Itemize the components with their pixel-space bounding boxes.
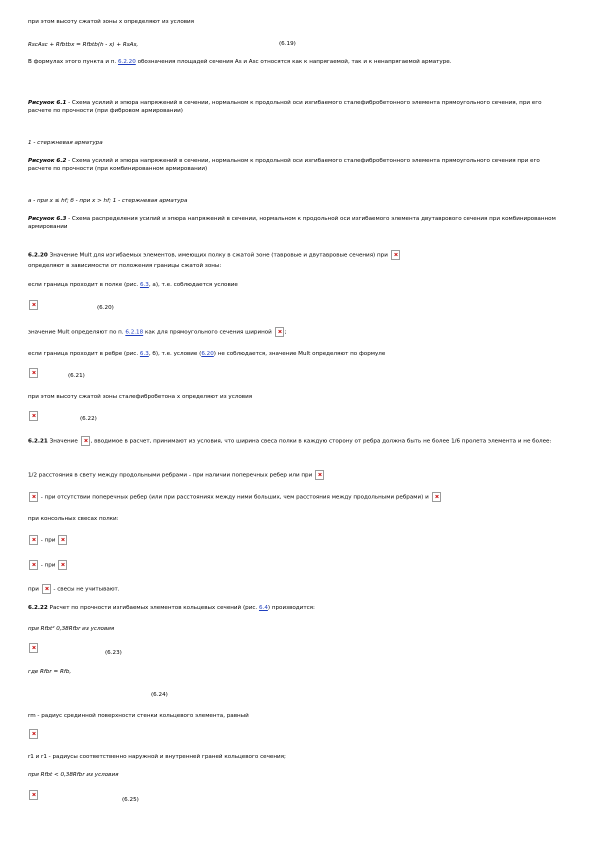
- caption-label: Рисунок 6.3: [28, 216, 67, 222]
- equation-number: (6.20): [97, 305, 114, 311]
- text-span: , а), т.е. соблюдается условие: [148, 282, 238, 288]
- link-6-20[interactable]: 6.20: [201, 351, 214, 357]
- section-number: 6.2.20: [28, 252, 48, 259]
- broken-image-icon: [391, 250, 400, 260]
- caption-text: - Схема усилий и эпюра напряжений в сечении, нормальном к продольной оси изгибаемого сталефибробетонного элемента прямоугольного сечения при его расчете по прочности (при комбинированном армировании): [28, 158, 540, 172]
- text-line: [28, 584, 120, 594]
- link-fig-6-4[interactable]: 6.4: [258, 605, 268, 611]
- broken-image-icon: [29, 643, 38, 653]
- broken-image-icon: [29, 492, 38, 502]
- text-line: r1 и r1 - радиусы соответственно наружной и внутренней граней кольцевого сечения;: [28, 754, 286, 760]
- formula-6-25: [28, 790, 39, 800]
- text-span: если граница проходит в ребре (рис.: [28, 351, 139, 357]
- formula-rm: [28, 729, 39, 739]
- text-span: - свесы не учитывают.: [53, 586, 120, 593]
- text-span: 1/2 расстояния в свету между продольными ребрами - при наличии поперечных ребер или при: [28, 472, 313, 479]
- formula-6-20: [28, 300, 39, 310]
- broken-image-icon: [315, 470, 324, 480]
- text-span: как для прямоугольного сечения шириной: [144, 329, 272, 336]
- caption-label: Рисунок 6.2: [28, 158, 67, 164]
- broken-image-icon: [81, 436, 90, 446]
- text-span: значение Mult определяют по п.: [28, 329, 124, 336]
- broken-image-icon: [275, 327, 284, 337]
- text-line: [28, 281, 238, 289]
- caption-text: - Схема усилий и эпюра напряжений в сечении, нормальном к продольной оси изгибаемого сталефибробетонного элемента прямоугольного сечения, при его расчете по прочности (при фибровом армировании): [28, 100, 542, 114]
- text-span: ) производится:: [267, 605, 315, 611]
- text-line: [28, 350, 385, 358]
- equation-number: (6.25): [122, 797, 139, 803]
- text-line: [28, 560, 68, 570]
- broken-image-icon: [29, 729, 38, 739]
- formula-6-22: [28, 411, 39, 421]
- text-span: , б), т.е. условие (: [148, 351, 202, 357]
- link-fig-6-3[interactable]: 6.3: [139, 351, 149, 357]
- equation-number: (6.22): [80, 416, 97, 422]
- equation-number: (6.23): [105, 650, 122, 656]
- equation-number: (6.24): [151, 692, 168, 698]
- broken-image-icon: [29, 300, 38, 310]
- section-6-2-20: [28, 250, 401, 260]
- formula-6-21: [28, 368, 39, 378]
- text-line: rm - радиус срединной поверхности стенки кольцевого элемента, равный: [28, 713, 249, 719]
- text-line: [28, 470, 325, 480]
- text-span: В формулах этого пункта и п.: [28, 59, 117, 65]
- figure-caption-6-2: [28, 157, 558, 173]
- text-line: при Rfbt² 0,38Rfbr из условия: [28, 626, 115, 632]
- broken-image-icon: [42, 584, 51, 594]
- text-span: Значение Mult для изгибаемых элементов, имеющих полку в сжатой зоне (тавровые и двутавровые сечения) при: [47, 252, 388, 259]
- equation-6-19: RscAsc + Rfbtbx = Rfbtb(h - x) + RsAs,: [28, 42, 139, 48]
- text-line: определяют в зависимости от положения границы сжатой зоны:: [28, 263, 222, 269]
- formula-6-23: [28, 643, 39, 653]
- text-line: при этом высоту сжатой зоны сталефибробетона x определяют из условия: [28, 394, 253, 400]
- broken-image-icon: [29, 535, 38, 545]
- broken-image-icon: [29, 368, 38, 378]
- broken-image-icon: [58, 560, 67, 570]
- link-6-2-18[interactable]: 6.2.18: [125, 329, 144, 336]
- caption-label: Рисунок 6.1: [28, 100, 67, 106]
- figure-legend: 1 - стержневая арматура: [28, 140, 103, 146]
- text-line: при этом высоту сжатой зоны x определяют из условия: [28, 19, 195, 25]
- text-line: при консольных свесах полки:: [28, 516, 119, 522]
- text-line: значение Mult определяют по п. 6.2.18 как для прямоугольного сечения шириной ;: [28, 327, 287, 337]
- broken-image-icon: [432, 492, 441, 502]
- figure-legend: а - при x ≤ hf; б - при x > hf; 1 - стержневая арматура: [28, 198, 188, 204]
- text-line: [28, 492, 442, 502]
- text-span: - при: [40, 562, 56, 569]
- section-6-2-21: [28, 436, 558, 446]
- figure-caption-6-1: [28, 99, 558, 115]
- section-number: 6.2.22: [28, 605, 48, 611]
- broken-image-icon: [29, 560, 38, 570]
- text-line: при Rfbt < 0,38Rfbr из условия: [28, 772, 119, 778]
- text-span: - при: [40, 537, 56, 544]
- text-line: [28, 535, 68, 545]
- text-span: Расчет по прочности изгибаемых элементов кольцевых сечений (рис.: [47, 605, 258, 611]
- section-6-2-22: [28, 604, 315, 612]
- caption-text: - Схема распределения усилий и эпюра напряжений в сечении, нормальном к продольной оси изгибаемого элемента двутаврового сечения при комбинированном армировании: [28, 216, 556, 230]
- text-span: - при отсутствии поперечных ребер (или при расстояниях между ними больших, чем расстояния между продольными ребрами) и: [40, 494, 429, 501]
- link-6-2-20[interactable]: 6.2.20: [117, 59, 136, 65]
- equation-number: (6.19): [279, 41, 296, 47]
- broken-image-icon: [29, 790, 38, 800]
- text-span: Значение: [47, 438, 78, 445]
- text-line: где Rfbr = Rfb,: [28, 669, 72, 675]
- section-number: 6.2.21: [28, 438, 48, 445]
- text-span: если граница проходит в полке (рис.: [28, 282, 139, 288]
- text-span: ) не соблюдается, значение Mult определяют по формуле: [213, 351, 386, 357]
- text-span: , вводимое в расчет, принимают из условия, что ширина свеса полки в каждую сторону от ребра должна быть не более 1/6 пролета элемента и не более:: [90, 438, 552, 445]
- text-span: обозначения площадей сечения As и Asc относятся как к напрягаемой, так и к ненапрягаемой арматуре.: [137, 59, 452, 65]
- figure-caption-6-3: [28, 215, 558, 231]
- broken-image-icon: [29, 411, 38, 421]
- paragraph-notation: [28, 58, 558, 66]
- link-fig-6-3[interactable]: 6.3: [139, 282, 149, 288]
- broken-image-icon: [58, 535, 67, 545]
- text-span: при: [28, 586, 39, 593]
- equation-number: (6.21): [68, 373, 85, 379]
